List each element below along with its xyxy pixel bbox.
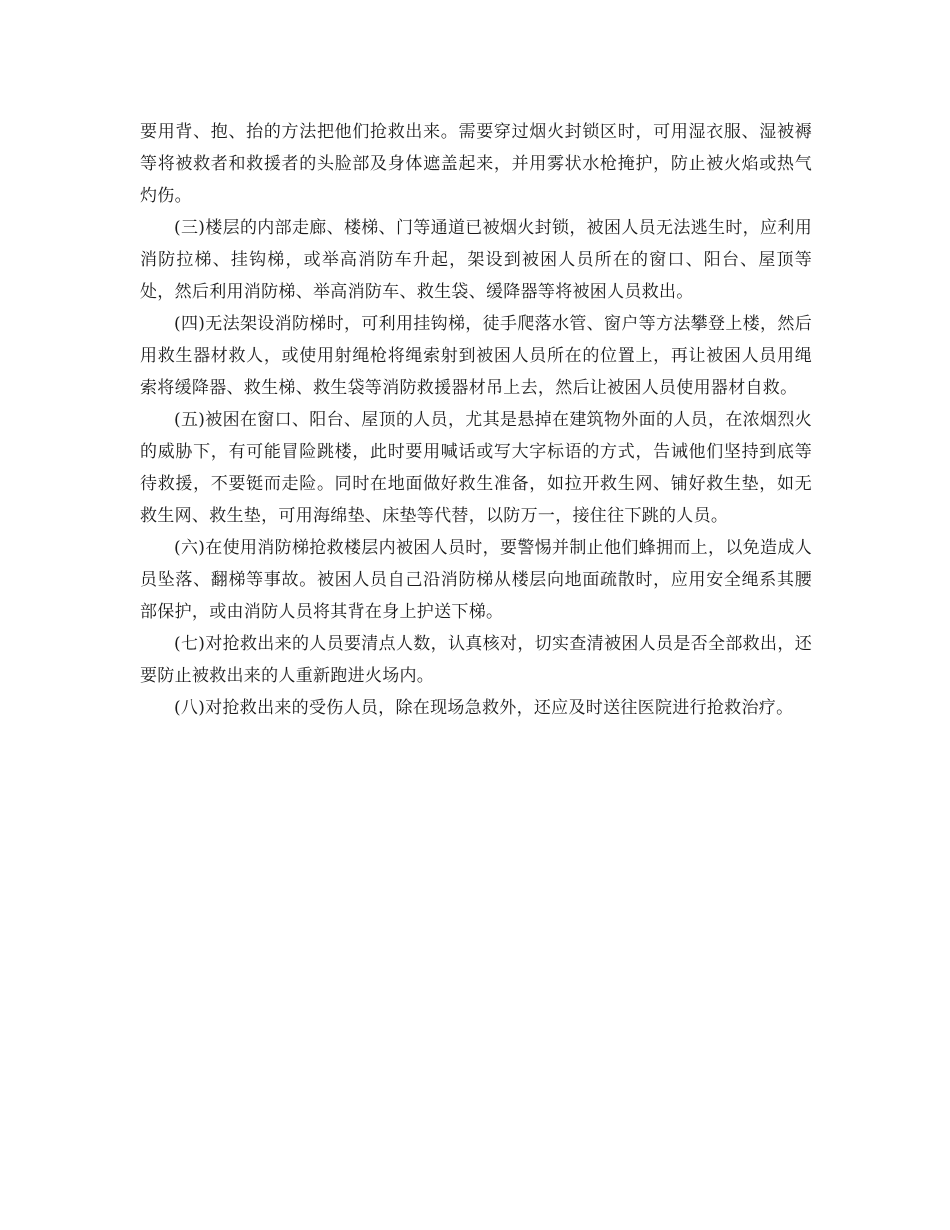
paragraph-continuation: 要用背、抱、抬的方法把他们抢救出来。需要穿过烟火封锁区时，可用湿衣服、湿被褥等将被救者和救援者的头脸部及身体遮盖起来，并用雾状水枪掩护，防止被火焰或热气灼伤。 [140,122,812,206]
paragraph-item-5: (五)被困在窗口、阳台、屋顶的人员，尤其是悬掉在建筑物外面的人员，在浓烟烈火的威胁下，有可能冒险跳楼，此时要用喊话或写大字标语的方式，告诫他们坚持到底等待救援，不要铤而走险。同时在地面做好救生准备，如拉开救生网、铺好救生垫，如无救生网、救生垫，可用海绵垫、床垫等代替，以防万一，接住往下跳的人员。 [140,410,812,526]
paragraph-item-6: (六)在使用消防梯抢救楼层内被困人员时，要警惕并制止他们蜂拥而上，以免造成人员坠落、翻梯等事故。被困人员自己沿消防梯从楼层向地面疏散时，应用安全绳系其腰部保护，或由消防人员将其背在身上护送下梯。 [140,538,812,622]
paragraph-item-8: (八)对抢救出来的受伤人员，除在现场急救外，还应及时送往医院进行抢救治疗。 [174,698,794,718]
paragraph-item-7: (七)对抢救出来的人员要清点人数，认真核对，切实查清被困人员是否全部救出，还要防止被救出来的人重新跑进火场内。 [140,634,812,686]
paragraph-item-3: (三)楼层的内部走廊、楼梯、门等通道已被烟火封锁，被困人员无法逃生时，应利用消防拉梯、挂钩梯，或举高消防车升起，架设到被困人员所在的窗口、阳台、屋顶等处，然后利用消防梯、举高消防车、救生袋、缓降器等将被困人员救出。 [140,218,812,302]
paragraph-item-4: (四)无法架设消防梯时，可利用挂钩梯，徒手爬落水管、窗户等方法攀登上楼，然后用救生器材救人，或使用射绳枪将绳索射到被困人员所在的位置上，再让被困人员用绳索将缓降器、救生梯、救生袋等消防救援器材吊上去，然后让被困人员使用器材自救。 [140,314,812,398]
document-body [140,116,812,724]
